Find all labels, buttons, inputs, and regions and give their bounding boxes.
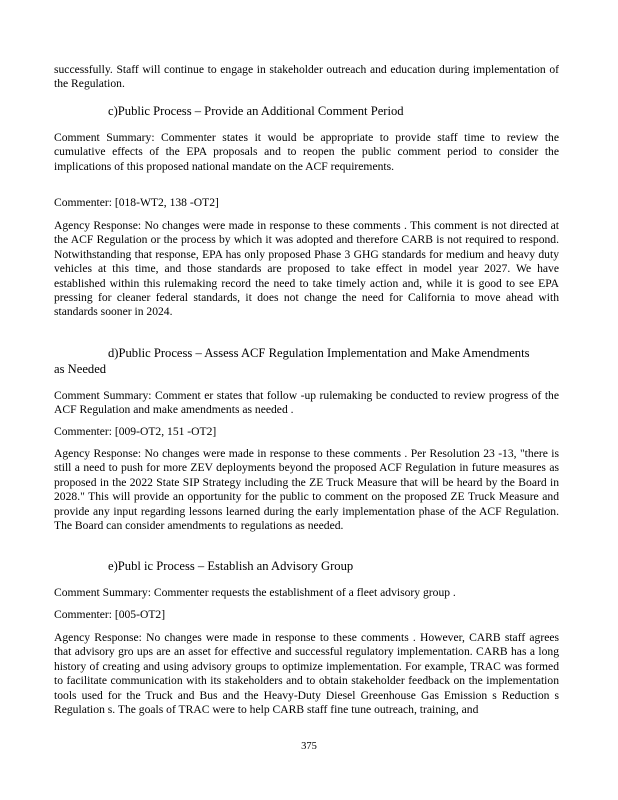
heading-provide-comment-period: c)Public Process – Provide an Additional Comment Period — [108, 104, 404, 118]
commenter-d: Commenter: [009-OT2, 151 -OT2] — [54, 425, 217, 438]
comment-summary-e: Comment Summary: Commenter requests the establishment of a fleet advisory group . — [54, 586, 456, 599]
heading-advisory-group: e)Publ ic Process – Establish an Advisory Group — [108, 559, 354, 573]
comment-summary-c: Comment Summary: Commenter states it would be appropriate to provide staff time to review the cumulative effects of the EPA proposals and to reopen the public comment period to consider the implications of this proposed national mandate on the ACF requirements. — [54, 131, 559, 173]
intro-paragraph: successfully. Staff will continue to engage in stakeholder outreach and education during implementation of the Regulation. — [54, 63, 559, 91]
agency-response-d: Agency Response: No changes were made in response to these comments . Per Resolution 23 -13, "there is still a need to push for more ZEV deployments beyond the proposed ACF Regulation in future measures as proposed in the 2022 State SIP Strategy including the ZE Truck Measure that will be heard by the Board in 2028." This will provide an opportunity for the public to comment on the proposed ZE Truck Measure and provide any input regarding lessons learned during the early implementation phase of the ACF Regulation. The Board can consider amendments to regulations as needed. — [54, 447, 559, 533]
commenter-c: Commenter: [018-WT2, 138 -OT2] — [54, 196, 219, 209]
agency-response-c: Agency Response: No changes were made in response to these comments . This comment is not directed at the ACF Regulation or the process by which it was adopted and therefore CARB is not required to respond. Notwithstanding that response, EPA has only proposed Phase 3 GHG standards for medium and heavy duty vehicles at this time, and those standards are proposed to take effect in model year 2027. We have established within this rulemaking record the need to take timely action and, while it is good to see EPA pressing for cleaner federal standards, it does not change the need for California to move ahead with standards sooner in 2024. — [54, 219, 559, 319]
comment-summary-d: Comment Summary: Comment er states that follow -up rulemaking be conducted to review progress of the ACF Regulation and make amendments as needed . — [54, 389, 559, 417]
page-number: 375 — [301, 741, 317, 752]
commenter-e: Commenter: [005-OT2] — [54, 608, 166, 621]
agency-response-e: Agency Response: No changes were made in response to these comments . However, CARB staff agrees that advisory gro ups are an asset for effective and successful regulatory implementation. CARB has a long history of creating and using advisory groups to optimize implementation. For example, TRAC was formed to facilitate communication with its stakeholders and to obtain stakeholder feedback on the implementation tools used for the Truck and Bus and the Heavy-Duty Diesel Greenhouse Gas Emission s Reduction s Regulation s. The goals of TRAC were to help CARB staff fine tune outreach, training, and — [54, 631, 559, 717]
heading-assess-implementation: d)Public Process – Assess ACF Regulation Implementation and Make Amendments as Needed — [54, 346, 530, 376]
